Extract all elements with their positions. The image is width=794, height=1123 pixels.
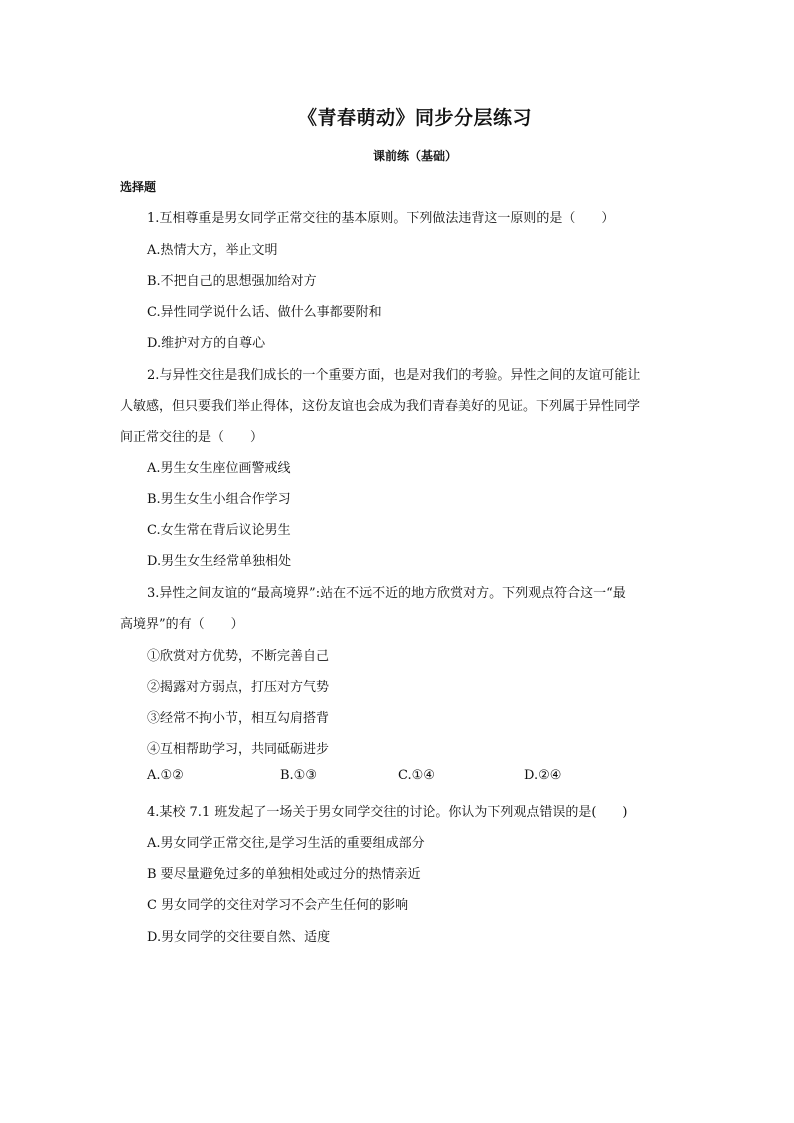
question-1-stem: 1.互相尊重是男女同学正常交往的基本原则。下列做法违背这一原则的是（ ）: [147, 211, 615, 226]
question-2-stem-line-2: 人敏感，但只要我们举止得体，这份友谊也会成为我们青春美好的见证。下列属于异性同学: [120, 399, 641, 414]
question-3-statement-4: ④互相帮助学习，共同砥砺进步: [147, 742, 330, 757]
document-subtitle: 课前练（基础）: [372, 149, 457, 163]
question-3-stem-line-2: 高境界”的有（ ）: [120, 617, 244, 632]
question-3-option-a: A.①②: [147, 768, 184, 783]
question-3-statement-2: ②揭露对方弱点，打压对方气势: [147, 680, 330, 695]
question-4-stem: 4.某校 7.1 班发起了一场关于男女同学交往的讨论。你认为下列观点错误的是( ): [147, 805, 628, 820]
question-1-option-b: B.不把自己的思想强加给对方: [147, 274, 317, 289]
question-3-statement-3: ③经常不拘小节，相互勾肩搭背: [147, 711, 330, 726]
document-title: 《青春萌动》同步分层练习: [297, 107, 532, 129]
question-4-option-d: D.男女同学的交往要自然、适度: [147, 930, 331, 945]
section-heading: 选择题: [120, 180, 157, 194]
question-2-stem-line-3: 间正常交往的是（ ）: [120, 430, 264, 445]
question-1-option-d: D.维护对方的自尊心: [147, 336, 266, 351]
question-2-option-c: C.女生常在背后议论男生: [147, 523, 291, 538]
question-2-stem-line-1: 2.与异性交往是我们成长的一个重要方面，也是对我们的考验。异性之间的友谊可能让: [147, 368, 641, 383]
question-4-option-b: B 要尽量避免过多的单独相处或过分的热情亲近: [147, 867, 421, 882]
question-2-option-b: B.男生女生小组合作学习: [147, 492, 291, 507]
question-4-option-c: C 男女同学的交往对学习不会产生任何的影响: [147, 898, 409, 913]
question-3-options: [147, 768, 667, 786]
question-3-option-c: C.①④: [398, 768, 435, 783]
question-2-option-d: D.男生女生经常单独相处: [147, 554, 292, 569]
question-2-option-a: A.男生女生座位画警戒线: [147, 461, 291, 476]
question-3-stem-line-1: 3.异性之间友谊的“最高境界”:站在不远不近的地方欣赏对方。下列观点符合这一“最: [147, 586, 626, 601]
question-3-option-d: D.②④: [524, 768, 562, 783]
question-3-statement-1: ①欣赏对方优势，不断完善自己: [147, 649, 330, 664]
question-1-option-a: A.热情大方，举止文明: [147, 243, 278, 258]
question-3-option-b: B.①③: [280, 768, 317, 783]
question-1-option-c: C.异性同学说什么话、做什么事都要附和: [147, 305, 382, 320]
question-4-option-a: A.男女同学正常交往,是学习生活的重要组成部分: [147, 836, 425, 851]
